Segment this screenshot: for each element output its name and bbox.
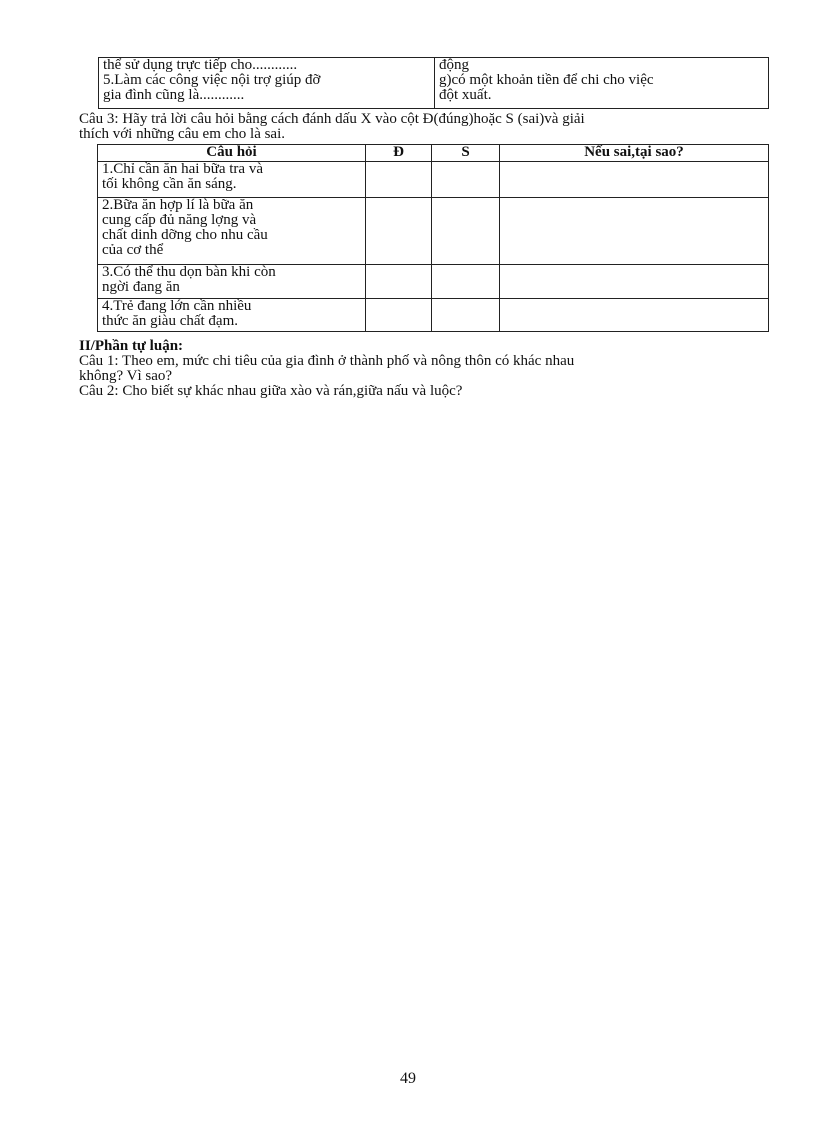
text-line: động <box>439 57 469 73</box>
text-line: Câu 3: Hãy trả lời câu hỏi bằng cách đánh dấu X vào cột Đ(đúng)hoặc S (sai)và giải <box>79 111 585 127</box>
section-2 <box>79 339 769 399</box>
text-line: Câu 1: Theo em, mức chi tiêu của gia đình ở thành phố và nông thôn có khác nhau <box>79 353 575 369</box>
text-line: gia đình cũng là............ <box>103 87 245 103</box>
text-line: đột xuất. <box>439 87 492 103</box>
question-cell <box>98 162 366 198</box>
header-false: S <box>432 145 500 162</box>
text-line: thích với những câu em cho là sai. <box>79 126 286 142</box>
text-line: 4.Trẻ đang lớn cần nhiều <box>102 298 252 314</box>
true-cell[interactable] <box>366 198 432 265</box>
text-line: 5.Làm các công việc nội trợ giúp đỡ <box>103 72 321 88</box>
text-line: Câu 2: Cho biết sự khác nhau giữa xào và rán,giữa nấu và luộc? <box>79 383 463 399</box>
section-title: II/Phần tự luận: <box>79 338 184 354</box>
header-reason: Nếu sai,tại sao? <box>500 145 769 162</box>
text-line: thể sử dụng trực tiếp cho............ <box>103 57 298 73</box>
table-row <box>98 162 769 198</box>
reason-cell[interactable] <box>500 162 769 198</box>
reason-cell[interactable] <box>500 265 769 299</box>
table-row <box>98 265 769 299</box>
text-line: không? Vì sao? <box>79 368 173 384</box>
text-line: ngời đang ăn <box>102 279 180 295</box>
header-true: Đ <box>366 145 432 162</box>
text-line: 3.Có thể thu dọn bàn khi còn <box>102 264 276 280</box>
page-number: 49 <box>400 1070 416 1087</box>
reason-cell[interactable] <box>500 198 769 265</box>
text-line: 1.Chỉ cần ăn hai bữa tra và <box>102 161 263 177</box>
matching-table <box>98 57 769 109</box>
question-cell <box>98 265 366 299</box>
text-line: của cơ thể <box>102 242 164 258</box>
false-cell[interactable] <box>432 198 500 265</box>
text-line: thức ăn giàu chất đạm. <box>102 313 238 329</box>
left-cell <box>99 58 435 109</box>
text-line: cung cấp đủ năng lợng và <box>102 212 257 228</box>
true-cell[interactable] <box>366 162 432 198</box>
text-line: tối không cần ăn sáng. <box>102 176 237 192</box>
text-line: 2.Bữa ăn hợp lí là bữa ăn <box>102 197 254 213</box>
text-line: g)có một khoản tiền để chi cho việc <box>439 72 654 88</box>
table-row <box>98 299 769 332</box>
true-cell[interactable] <box>366 299 432 332</box>
false-cell[interactable] <box>432 265 500 299</box>
question-3 <box>79 112 769 142</box>
false-cell[interactable] <box>432 162 500 198</box>
table-row <box>98 198 769 265</box>
question-cell <box>98 198 366 265</box>
right-cell <box>435 58 769 109</box>
true-false-table <box>97 144 769 332</box>
question-cell <box>98 299 366 332</box>
table-header-row <box>98 145 769 162</box>
true-cell[interactable] <box>366 265 432 299</box>
false-cell[interactable] <box>432 299 500 332</box>
reason-cell[interactable] <box>500 299 769 332</box>
text-line: chất dinh dỡng cho nhu cầu <box>102 227 268 243</box>
table-row <box>99 58 769 109</box>
header-question: Câu hỏi <box>98 145 366 162</box>
